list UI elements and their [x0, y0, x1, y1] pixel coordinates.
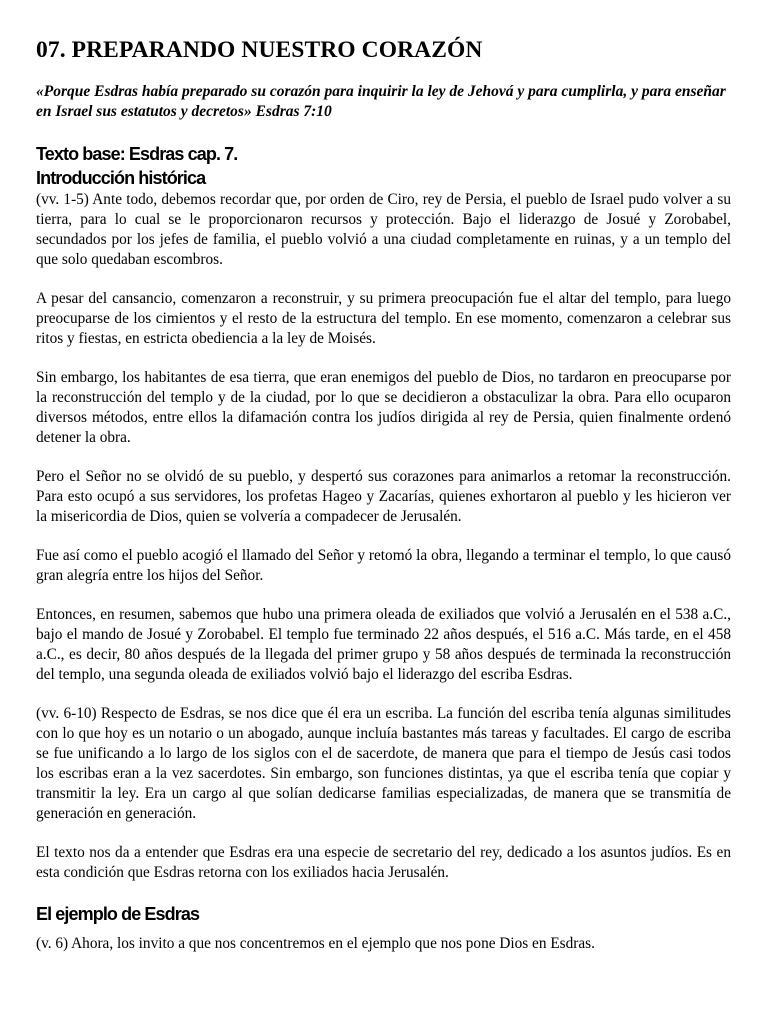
paragraph: Sin embargo, los habitantes de esa tierra, que eran enemigos del pueblo de Dios, no tardaron en preocuparse por la reconstrucción del templo y de la ciudad, por lo que se decidieron a obstaculizar la obra. Para ello ocuparon diversos métodos, entre ellos la difamación contra los judíos dirigida al rey de Persia, quien finalmente ordenó detener la obra.	[36, 369, 731, 446]
paragraph: (v. 6) Ahora, los invito a que nos concentremos en el ejemplo que nos pone Dios en Esdras.	[36, 935, 595, 952]
document-page	[36, 0, 731, 973]
paragraph: El texto nos da a entender que Esdras era una especie de secretario del rey, dedicado a los asuntos judíos. Es en esta condición que Esdras retorna con los exiliados hacia Jerusalén.	[36, 844, 731, 881]
intro-heading: Introducción histórica	[36, 168, 206, 188]
paragraph: (vv. 6-10) Respecto de Esdras, se nos dice que él era un escriba. La función del escriba tenía algunas similitudes con lo que hoy es un notario o un abogado, aunque incluía bastantes más tareas y facultades. El cargo de escriba se fue unificando a lo largo de los siglos con el de sacerdote, de manera que para el tiempo de Jesús casi todos los escribas eran a la vez sacerdotes. Sin embargo, son funciones distintas, ya que el escriba tenía que copiar y transmitir la ley. Era un cargo al que solían dedicarse familias especializadas, de manera que se transmitía de generación en generación.	[36, 705, 731, 822]
paragraph: (vv. 1-5) Ante todo, debemos recordar que, por orden de Ciro, rey de Persia, el pueblo de Israel pudo volver a su tierra, para lo cual se le proporcionaron recursos y protección. Bajo el liderazgo de Josué y Zorobabel, secundados por los jefes de familia, el pueblo volvió a una ciudad completamente en ruinas, y a un templo del que solo quedaban escombros.	[36, 191, 731, 268]
section-heading: El ejemplo de Esdras	[36, 904, 200, 924]
paragraph: Entonces, en resumen, sabemos que hubo una primera oleada de exiliados que volvió a Jerusalén en el 538 a.C., bajo el mando de Josué y Zorobabel. El templo fue terminado 22 años después, el 516 a.C. Más tarde, en el 458 a.C., es decir, 80 años después de la llegada del primer grupo y 58 años después de terminada la reconstrucción del templo, una segunda oleada de exiliados volvió bajo el liderazgo del escriba Esdras.	[36, 606, 731, 683]
page-title: 07. PREPARANDO NUESTRO CORAZÓN	[36, 37, 483, 63]
paragraph: A pesar del cansancio, comenzaron a reconstruir, y su primera preocupación fue el altar del templo, para luego preocuparse de los cimientos y el resto de la estructura del templo. En ese momento, comenzaron a celebrar sus ritos y fiestas, en estricta obediencia a la ley de Moisés.	[36, 290, 731, 347]
paragraph: Pero el Señor no se olvidó de su pueblo, y despertó sus corazones para animarlos a retomar la reconstrucción. Para esto ocupó a sus servidores, los profetas Hageo y Zacarías, quienes exhortaron al pueblo y les hicieron ver la misericordia de Dios, quien se volvería a compadecer de Jerusalén.	[36, 468, 731, 525]
base-text-heading: Texto base: Esdras cap. 7.	[36, 144, 238, 164]
epigraph-quote: «Porque Esdras había preparado su corazón para inquirir la ley de Jehová y para cumplirla, y para enseñar en Israel sus estatutos y decretos» Esdras 7:10	[36, 83, 726, 120]
paragraph: Fue así como el pueblo acogió el llamado del Señor y retomó la obra, llegando a terminar el templo, lo que causó gran alegría entre los hijos del Señor.	[36, 547, 731, 584]
